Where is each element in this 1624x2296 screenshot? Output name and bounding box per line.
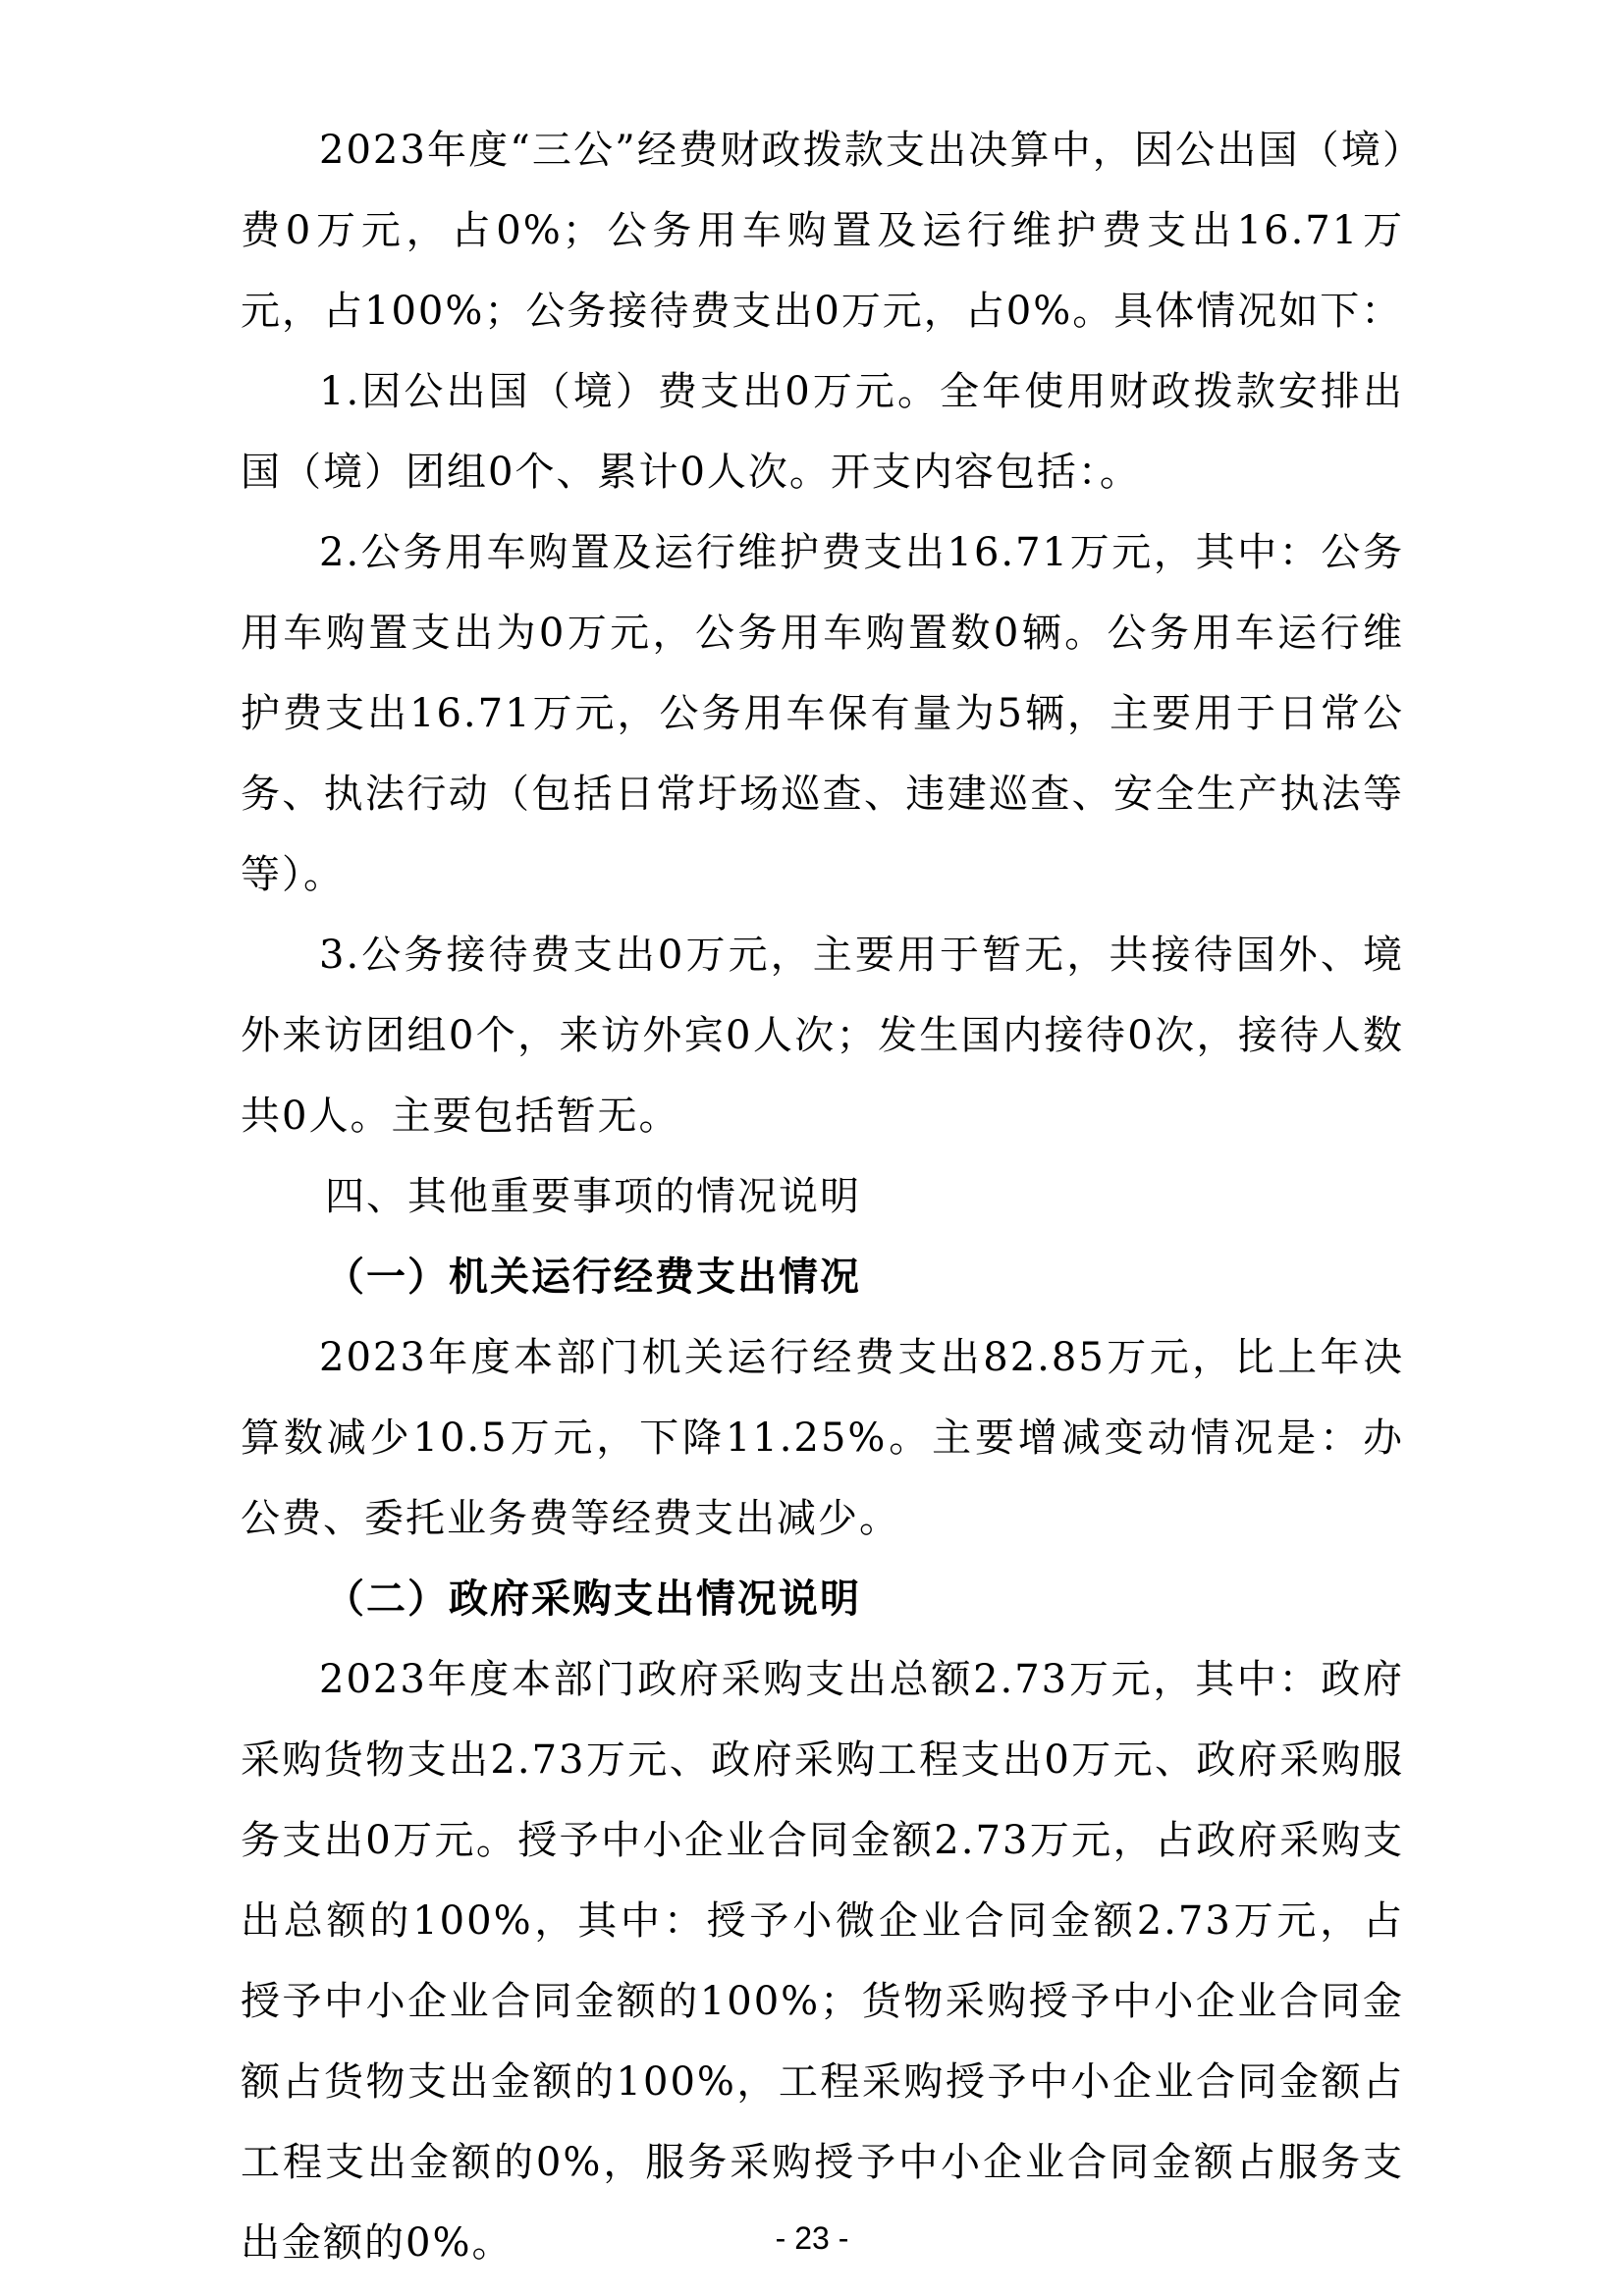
subsection-heading-operating-costs: （一）机关运行经费支出情况 (325, 1255, 861, 1300)
paragraph-overseas-travel: 1.因公出国（境）费支出0万元。全年使用财政拨款安排出国（境）团组0个、累计0人次。开支内容包括：。 (241, 369, 1404, 495)
paragraph-official-vehicles: 2.公务用车购置及运行维护费支出16.71万元，其中：公务用车购置支出为0万元，公务用车购置数0辆。公务用车运行维护费支出16.71万元，公务用车保有量为5辆，主要用于日常公务、执法行动（包括日常圩场巡查、违建巡查、安全生产执法等等）。 (241, 530, 1404, 897)
page-number: - 23 - (775, 2220, 849, 2256)
paragraph-official-reception: 3.公务接待费支出0万元，主要用于暂无，共接待国外、境外来访团组0个，来访外宾0人次；发生国内接待0次，接待人数共0人。主要包括暂无。 (241, 933, 1404, 1139)
paragraph-sangong-summary: 2023年度“三公”经费财政拨款支出决算中，因公出国（境）费0万元，占0%；公务用车购置及运行维护费支出16.71万元，占100%；公务接待费支出0万元，占0%。具体情况如下： (241, 128, 1404, 334)
paragraph-operating-costs: 2023年度本部门机关运行经费支出82.85万元，比上年决算数减少10.5万元，下降11.25%。主要增减变动情况是：办公费、委托业务费等经费支出减少。 (241, 1335, 1404, 1541)
paragraph-procurement: 2023年度本部门政府采购支出总额2.73万元，其中：政府采购货物支出2.73万元、政府采购工程支出0万元、政府采购服务支出0万元。授予中小企业合同金额2.73万元，占政府采购支出总额的100%，其中：授予小微企业合同金额2.73万元，占授予中小企业合同金额的100%；货物采购授予中小企业合同金额占货物支出金额的100%，工程采购授予中小企业合同金额占工程支出金额的0%，服务采购授予中小企业合同金额占服务支出金额的0%。 (241, 1657, 1404, 2266)
subsection-heading-procurement: （二）政府采购支出情况说明 (325, 1576, 861, 1622)
section-heading: 四、其他重要事项的情况说明 (325, 1174, 861, 1219)
document-page (241, 110, 1404, 2283)
